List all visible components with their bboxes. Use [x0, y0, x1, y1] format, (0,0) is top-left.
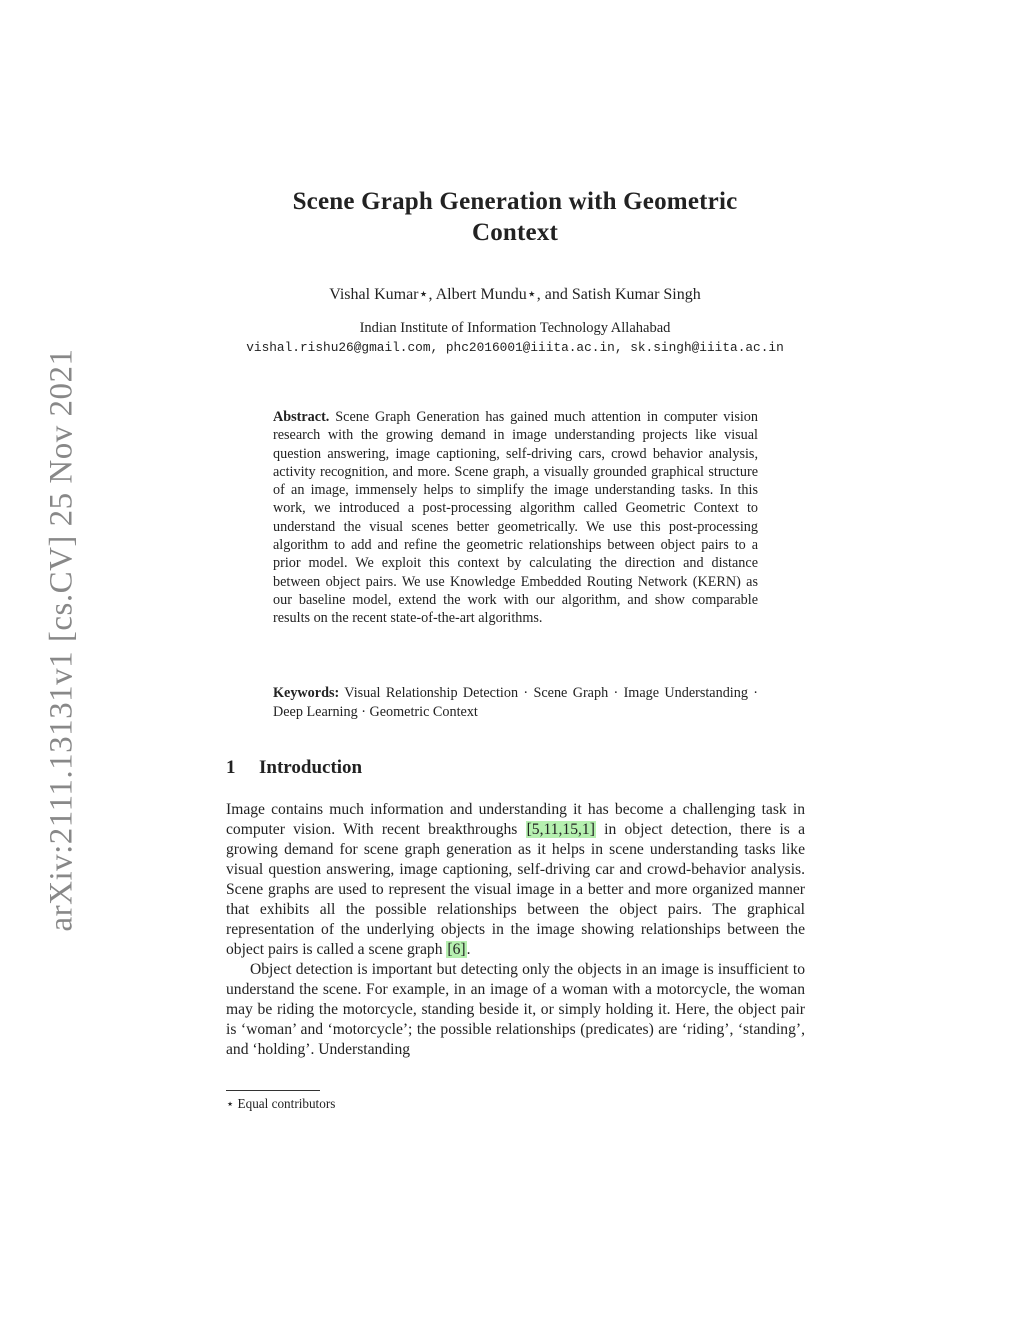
citation-link[interactable]: [5,11,15,1]: [526, 821, 595, 838]
paragraph-1-text-b: in object detection, there is a growing demand for scene graph generation as it helps in scene understanding tasks like visual question answering, image captioning, self-driving car and crowd-behavior analysis. Scene graphs are used to represent the visual image in a better and more organized manner that exhibits all the possible relationships between the object pairs. The graphical representation of the underlying objects in the image showing relationships between the object pairs is called a scene graph: [226, 821, 806, 958]
footnote: ⋆ Equal contributors: [226, 1096, 336, 1111]
footnote-rule: [226, 1090, 320, 1091]
title-line-1: Scene Graph Generation with Geometric: [292, 188, 738, 215]
paragraph-1-text-a: Image contains much information and understanding it has become a challenging task in computer vision. With recent breakthroughs: [226, 801, 805, 838]
author-emails: vishal.rishu26@gmail.com, phc2016001@iiita.ac.in, sk.singh@iiita.ac.in: [246, 340, 784, 355]
keywords-text: Visual Relationship Detection · Scene Graph · Image Understanding · Deep Learning · Geometric Context: [273, 685, 758, 720]
keywords-label: Keywords:: [273, 685, 340, 701]
keywords: [273, 684, 758, 721]
section-number: 1: [226, 757, 236, 778]
paragraph-2: Object detection is important but detecting only the objects in an image is insufficient to understand the scene. For example, in an image of a woman with a motorcycle, the woman may be riding the motorcycle, standing beside it, or simply holding it. Here, the object pair is ‘woman’ and ‘motorcycle’; the possible relationships (predicates) are ‘riding’, ‘standing’, and ‘holding’. Understanding: [226, 961, 805, 1058]
abstract: [273, 408, 758, 628]
abstract-text: Scene Graph Generation has gained much attention in computer vision research with the growing demand in image understanding projects like visual question answering, image captioning, self-driving cars, crowd behavior analysis, activity recognition, and more. Scene graph, a visually grounded graphical structure of an image, immensely helps to simplify the image understanding tasks. In this work, we introduced a post-processing algorithm called Geometric Context to understand the visual scenes better geometrically. We use this post-processing algorithm to add and refine the geometric relationships between object pairs to a prior model. We exploit this context by calculating the direction and distance between object pairs. We use Knowledge Embedded Routing Network (KERN) as our baseline model, extend the work with our algorithm, and show comparable results on the recent state-of-the-art algorithms.: [273, 409, 758, 627]
paper-title: [230, 186, 800, 248]
introduction-body: [226, 800, 805, 1060]
section-heading: [226, 757, 362, 779]
paragraph-1-end: .: [466, 941, 471, 958]
paragraph-1: [226, 800, 805, 960]
author-list: Vishal Kumar⋆, Albert Mundu⋆, and Satish Kumar Singh: [329, 286, 701, 303]
abstract-label: Abstract.: [273, 409, 330, 425]
affiliation: Indian Institute of Information Technology Allahabad: [359, 320, 671, 336]
title-line-2: Context: [471, 219, 559, 246]
arxiv-id-text: arXiv:2111.13131v1 [cs.CV] 25 Nov 2021: [43, 348, 80, 932]
section-title: Introduction: [259, 757, 363, 778]
citation-link[interactable]: [6]: [447, 941, 466, 958]
